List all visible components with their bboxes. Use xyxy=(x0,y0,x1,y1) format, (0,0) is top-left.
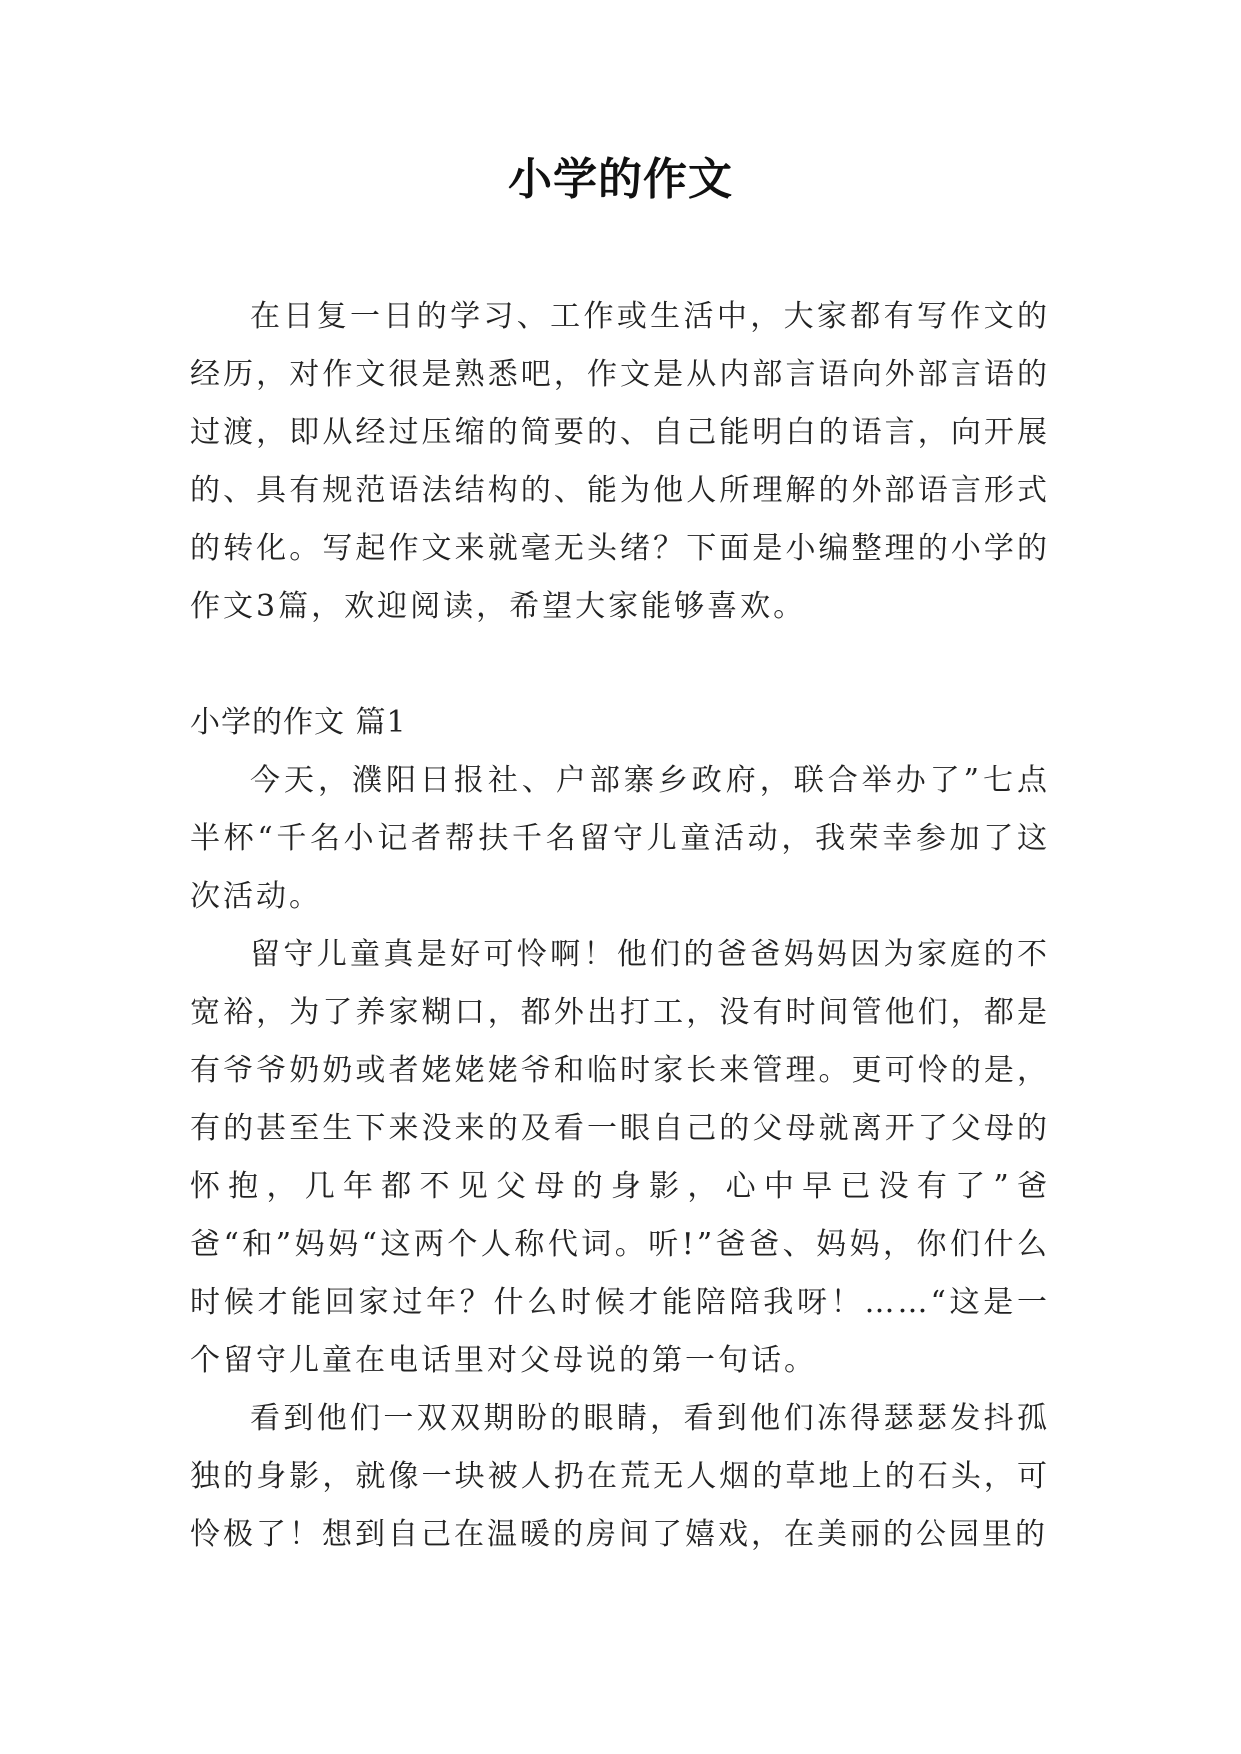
section-paragraph-3: 看到他们一双双期盼的眼睛，看到他们冻得瑟瑟发抖孤独的身影，就像一块被人扔在荒无人烟的草地上的石头，可怜极了！想到自己在温暖的房间了嬉戏，在美丽的公园里的 xyxy=(190,1401,1050,1552)
section-paragraph-2: 留守儿童真是好可怜啊！他们的爸爸妈妈因为家庭的不宽裕，为了养家糊口，都外出打工，没有时间管他们，都是有爷爷奶奶或者姥姥姥爷和临时家长来管理。更可怜的是，有的甚至生下来没来的及看一眼自己的父母就离开了父母的怀抱，几年都不见父母的身影，心中早已没有了”爸爸“和”妈妈“这两个人称代词。听!”爸爸、妈妈，你们什么时候才能回家过年？什么时候才能陪陪我呀！……“这是一个留守儿童在电话里对父母说的第一句话。 xyxy=(190,937,1050,1378)
document-title: 小学的作文 xyxy=(508,154,733,205)
document-body xyxy=(190,288,1050,1564)
intro-paragraph: 在日复一日的学习、工作或生活中，大家都有写作文的经历，对作文很是熟悉吧，作文是从内部言语向外部言语的过渡，即从经过压缩的简要的、自己能明白的语言，向开展的、具有规范语法结构的、能为他人所理解的外部语言形式的转化。写起作文来就毫无头绪？下面是小编整理的小学的作文3篇，欢迎阅读，希望大家能够喜欢。 xyxy=(190,299,1050,624)
section-paragraph-1: 今天，濮阳日报社、户部寨乡政府，联合举办了”七点半杯“千名小记者帮扶千名留守儿童活动，我荣幸参加了这次活动。 xyxy=(190,763,1050,914)
section-heading: 小学的作文 篇1 xyxy=(190,705,407,740)
